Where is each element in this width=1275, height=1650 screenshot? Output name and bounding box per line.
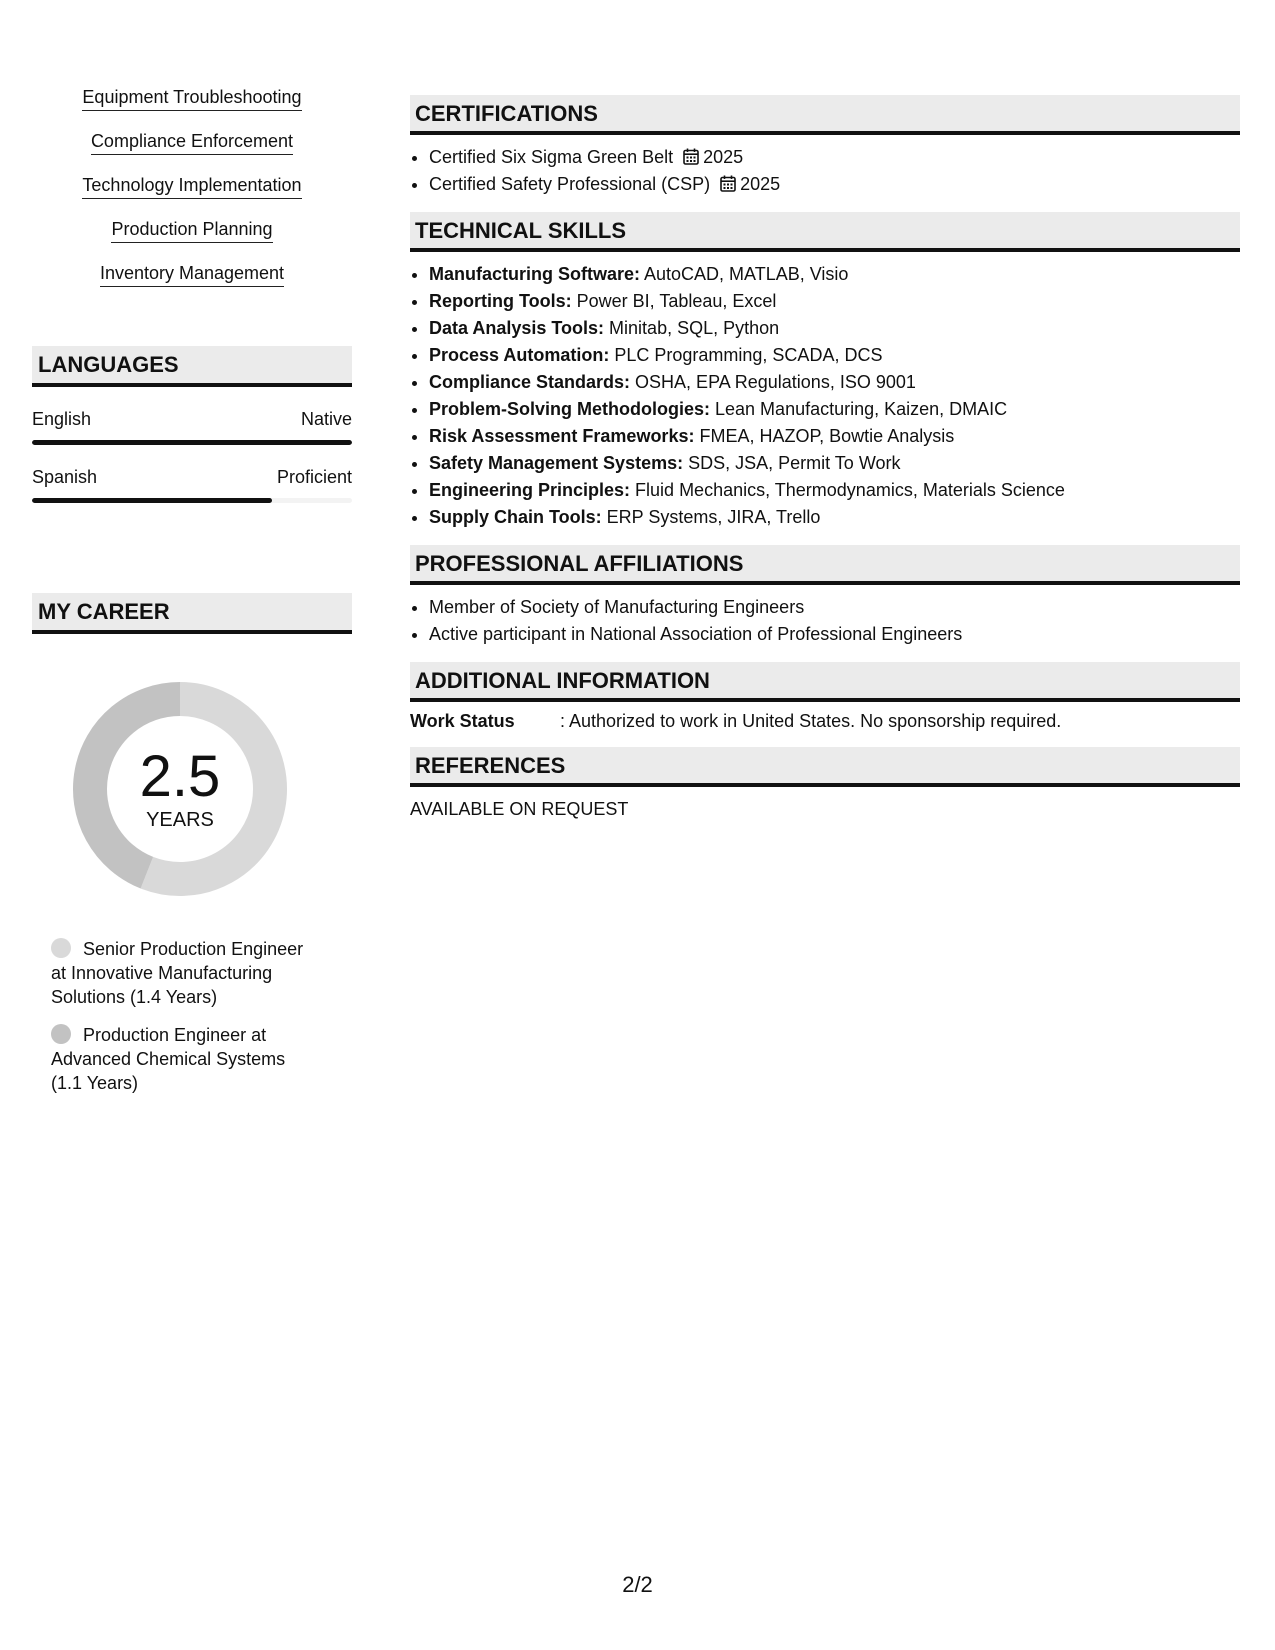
language-bar [32, 440, 352, 445]
affiliations-heading: PROFESSIONAL AFFILIATIONS [410, 545, 1240, 585]
skill-category: Supply Chain Tools: [429, 507, 602, 527]
languages-heading: LANGUAGES [32, 346, 352, 387]
skill-category: Safety Management Systems: [429, 453, 684, 473]
calendar-icon [683, 148, 699, 165]
skill-values: FMEA, HAZOP, Bowtie Analysis [694, 426, 955, 446]
technical-skill-item [429, 342, 1240, 369]
calendar-icon [720, 175, 736, 192]
technical-skill-item [429, 477, 1240, 504]
language-item [32, 409, 352, 445]
skill-category: Compliance Standards: [429, 372, 631, 392]
skill-values: Power BI, Tableau, Excel [571, 291, 777, 311]
skill-values: Minitab, SQL, Python [604, 318, 780, 338]
references-text: AVAILABLE ON REQUEST [410, 799, 629, 819]
technical-skill-item [429, 423, 1240, 450]
skill-values: OSHA, EPA Regulations, ISO 9001 [630, 372, 916, 392]
career-legend [51, 937, 321, 1109]
certification-year: 2025 [740, 174, 781, 194]
technical-skills-heading: TECHNICAL SKILLS [410, 212, 1240, 252]
skill-category: Reporting Tools: [429, 291, 572, 311]
references-heading: REFERENCES [410, 747, 1240, 787]
technical-skills-list [410, 261, 1240, 531]
skills-list [32, 86, 352, 306]
certification-year: 2025 [703, 147, 744, 167]
work-status-label: Work Status [410, 711, 515, 731]
technical-skill-item [429, 504, 1240, 531]
career-total-value: 2.5 [139, 744, 221, 809]
skill-category: Risk Assessment Frameworks: [429, 426, 695, 446]
page-number: 2/2 [622, 1572, 653, 1597]
language-item [32, 467, 352, 503]
main-content [410, 95, 1240, 820]
skill-item: Compliance Enforcement [91, 130, 293, 155]
skill-category: Problem-Solving Methodologies: [429, 399, 711, 419]
technical-skill-item [429, 396, 1240, 423]
career-donut-chart [66, 675, 294, 903]
career-role-text: Senior Production Engineer at Innovative Manufacturing Solutions (1.4 Years) [51, 939, 304, 1007]
technical-skill-item [429, 288, 1240, 315]
sidebar [32, 86, 352, 306]
skill-category: Data Analysis Tools: [429, 318, 605, 338]
certification-item [429, 171, 1240, 198]
certifications-heading: CERTIFICATIONS [410, 95, 1240, 135]
work-status-row [410, 711, 1240, 732]
language-level: Proficient [276, 467, 352, 487]
skill-category: Process Automation: [429, 345, 610, 365]
affiliation-item: • Active participant in National Association of Professional Engineers [429, 621, 1240, 648]
technical-skill-item [429, 315, 1240, 342]
skill-values: Fluid Mechanics, Thermodynamics, Materials Science [630, 480, 1065, 500]
legend-dot [51, 938, 71, 958]
language-bar-fill [32, 440, 352, 445]
skill-values: AutoCAD, MATLAB, Visio [640, 264, 849, 284]
technical-skill-item [429, 261, 1240, 288]
skill-category: Manufacturing Software: [429, 264, 641, 284]
legend-dot [51, 1024, 71, 1044]
career-role [51, 1023, 321, 1095]
skill-values: Lean Manufacturing, Kaizen, DMAIC [710, 399, 1008, 419]
career-section [32, 593, 352, 1093]
career-total-unit: YEARS [146, 809, 214, 831]
affiliations-list [410, 594, 1240, 648]
language-bar-fill [32, 498, 272, 503]
affiliation-item: • Member of Society of Manufacturing Engineers [429, 594, 1240, 621]
language-name: English [32, 409, 92, 429]
additional-information-heading: ADDITIONAL INFORMATION [410, 662, 1240, 702]
skill-category: Engineering Principles: [429, 480, 631, 500]
certification-item [429, 144, 1240, 171]
languages-section [32, 346, 352, 503]
skill-item: Equipment Troubleshooting [82, 86, 301, 111]
technical-skill-item [429, 369, 1240, 396]
career-heading: MY CAREER [32, 593, 352, 634]
work-status-value: : Authorized to work in United States. No sponsorship required. [560, 711, 1062, 731]
certifications-list [410, 144, 1240, 198]
skill-item: Inventory Management [100, 262, 284, 287]
skill-values: SDS, JSA, Permit To Work [683, 453, 901, 473]
career-role [51, 937, 321, 1009]
certification-name: Certified Six Sigma Green Belt [429, 147, 674, 167]
skill-values: PLC Programming, SCADA, DCS [609, 345, 883, 365]
language-level: Native [300, 409, 352, 429]
technical-skill-item [429, 450, 1240, 477]
skill-item: Production Planning [111, 218, 272, 243]
certification-name: Certified Safety Professional (CSP) [429, 174, 711, 194]
skill-values: ERP Systems, JIRA, Trello [601, 507, 821, 527]
career-role-text: Production Engineer at Advanced Chemical Systems (1.1 Years) [51, 1025, 286, 1093]
language-name: Spanish [32, 467, 98, 487]
language-bar [32, 498, 352, 503]
skill-item: Technology Implementation [82, 174, 301, 199]
